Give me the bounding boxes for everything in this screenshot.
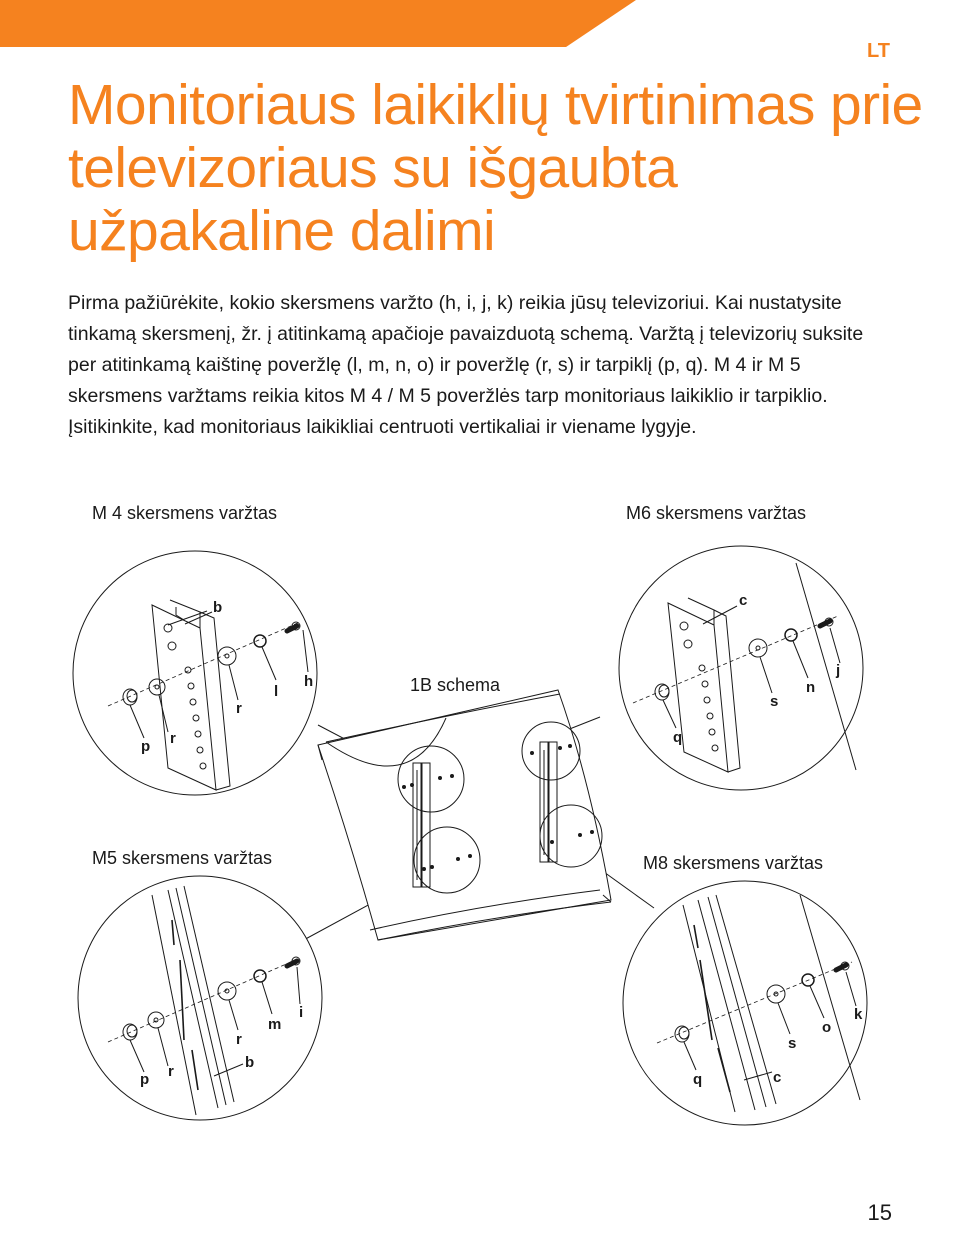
intro-paragraph: Pirma pažiūrėkite, kokio skersmens varžto (h, i, j, k) reikia jūsų televizoriui. Kai nustatysite tinkamą skersmenį, žr. į atitinkamą apačioje pavaizduotą schemą. Varžtą į televizorių suksite per atitinkamą kaištinę poveržlę (l, m, n, o) ir poveržlę (r, s) ir tarpiklį (p, q). M 4 ir M 5 skersmens varžtams reikia kitos M 4 / M 5 poveržlės tarp monitoriaus laikiklio ir tarpiklio. Įsitikinkite, kad monitoriaus laikikliai centruoti vertikaliai ir viename lygyje. [68,292,864,438]
label-m5-i: i [299,1004,304,1021]
label-m5-p: p [140,1071,150,1088]
label-m5-b: b [245,1054,255,1071]
caption-m6: M6 skersmens varžtas [626,503,807,523]
detail-m5 [78,876,322,1120]
label-m4-r-inner: r [236,700,242,717]
page-title: Monitoriaus laikiklių tvirtinimas prie televizoriaus su išgaubta užpakaline dalimi [68,73,923,263]
label-m6-n: n [806,679,816,696]
page-number: 15 [867,1200,892,1225]
label-m5-r-inner: r [236,1031,242,1048]
caption-m4: M 4 skersmens varžtas [92,503,278,523]
label-m8-k: k [854,1006,863,1023]
detail-m8 [623,881,867,1125]
label-m5-r-outer: r [168,1063,174,1080]
detail-m6 [619,546,863,790]
caption-m8: M8 skersmens varžtas [643,853,824,873]
label-m6-c: c [739,592,748,609]
label-m8-q: q [693,1071,703,1088]
label-m4-l: l [274,683,279,700]
label-m8-s: s [788,1035,797,1052]
language-code: LT [867,40,890,62]
caption-m5: M5 skersmens varžtas [92,848,273,868]
detail-m4 [73,551,317,795]
label-m4-b: b [213,599,223,616]
label-m4-r-outer: r [170,730,176,747]
label-m8-o: o [822,1019,832,1036]
label-m6-s: s [770,693,779,710]
tv-back-illustration [318,690,611,940]
detail-circle-m5 [78,876,322,1120]
caption-diagram-1b: 1B schema [410,675,501,695]
label-m8-c: c [773,1069,782,1086]
label-m5-m: m [268,1016,282,1033]
label-m4-p: p [141,738,151,755]
label-m4-h: h [304,673,314,690]
detail-circle-m8 [623,881,867,1125]
label-m6-q: q [673,729,683,746]
label-m6-j: j [836,662,841,679]
